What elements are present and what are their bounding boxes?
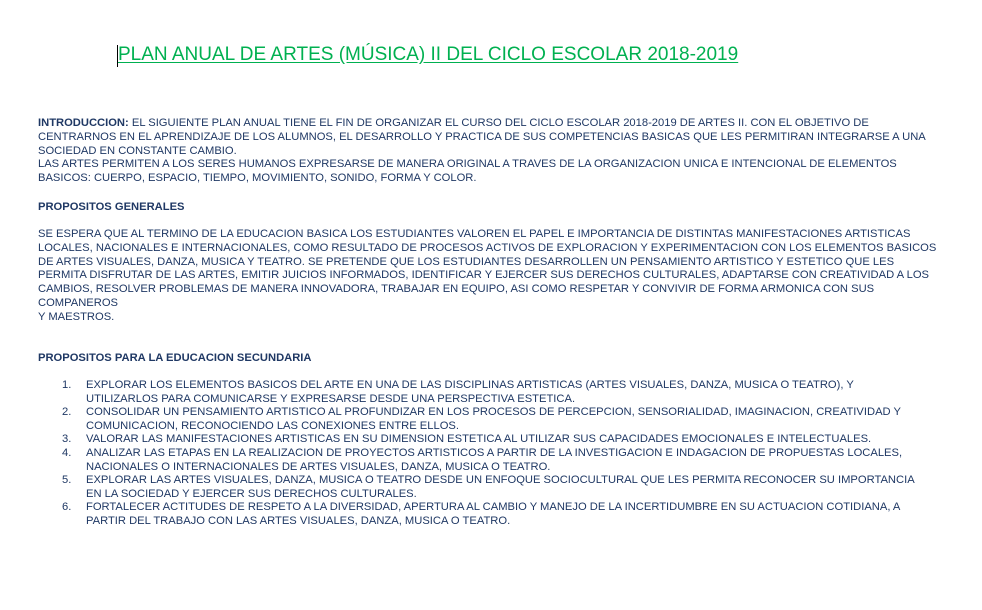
list-item-text: FORTALECER ACTITUDES DE RESPETO A LA DIVERSIDAD, APERTURA AL CAMBIO Y MANEJO DE LA INCERTIDUMBRE EN SU ACTUACION COTIDIANA, A PARTIR DEL TRABAJO CON LAS ARTES VISUALES, DANZA, MUSICA O TEATRO. (86, 501, 900, 527)
list-item-text: EXPLORAR LAS ARTES VISUALES, DANZA, MUSICA O TEATRO DESDE UN ENFOQUE SOCIOCULTURAL QUE LES PERMITA RECONOCER SU IMPORTANCIA EN LA SOCIEDAD Y EJERCER SUS DERECHOS CULTURALES. (86, 474, 915, 500)
secondary-purposes-list (38, 379, 918, 529)
list-item-number: 4. (62, 446, 72, 459)
list-item-text: VALORAR LAS MANIFESTACIONES ARTISTICAS EN SU DIMENSION ESTETICA AL UTILIZAR SUS CAPACIDADES EMOCIONALES E INTELECTUALES. (86, 433, 872, 446)
introduction-section[interactable] (38, 117, 938, 186)
general-purposes-heading[interactable]: PROPOSITOS GENERALES (38, 201, 185, 213)
list-item-number: 6. (62, 501, 72, 514)
general-purposes-text-end: Y MAESTROS. (38, 310, 115, 323)
introduction-label: INTRODUCCION: (38, 117, 129, 129)
list-item-text: EXPLORAR LOS ELEMENTOS BASICOS DEL ARTE EN UNA DE LAS DISCIPLINAS ARTISTICAS (ARTES VISUALES, DANZA, MUSICA O TEATRO), Y UTILIZARLOS PARA COMUNICARSE Y EXPRESARSE DESDE UNA PERSPECTIVA ESTETICA. (86, 379, 854, 405)
list-item-text: CONSOLIDAR UN PENSAMIENTO ARTISTICO AL PROFUNDIZAR EN LOS PROCESOS DE PERCEPCION, SENSORIALIDAD, IMAGINACION, CREATIVIDAD Y COMUNICACION, RECONOCIENDO LAS CONEXIONES ENTRE ELLOS. (86, 406, 901, 432)
introduction-text: EL SIGUIENTE PLAN ANUAL TIENE EL FIN DE ORGANIZAR EL CURSO DEL CICLO ESCOLAR 2018-2019 DE ARTES II. CON EL OBJETIVO DE CENTRARNOS EN EL APRENDIZAJE DE LOS ALUMNOS, EL DESARROLLO Y PRACTICA DE SUS COMPETENCIAS BASICAS QUE LES PERMITIRAN INTEGRARSE A UNA SOCIEDAD EN CONSTANTE CAMBIO. (38, 117, 926, 157)
list-item[interactable] (38, 447, 918, 474)
list-item[interactable] (38, 379, 918, 406)
list-item-number: 2. (62, 406, 72, 419)
list-item[interactable] (38, 406, 918, 433)
introduction-text-2: LAS ARTES PERMITEN A LOS SERES HUMANOS EXPRESARSE DE MANERA ORIGINAL A TRAVES DE LA ORGANIZACION UNICA E INTENCIONAL DE ELEMENTOS BASICOS: CUERPO, ESPACIO, TIEMPO, MOVIMIENTO, SONIDO, FORMA Y COLOR. (38, 158, 897, 185)
secondary-purposes-heading[interactable]: PROPOSITOS PARA LA EDUCACION SECUNDARIA (38, 352, 312, 364)
list-item-text: ANALIZAR LAS ETAPAS EN LA REALIZACION DE PROYECTOS ARTISTICOS A PARTIR DE LA INVESTIGACION E INDAGACION DE PROPUESTAS LOCALES, NACIONALES O INTERNACIONALES DE ARTES VISUALES, DANZA, MUSICA O TEATRO. (86, 446, 903, 473)
list-item-number: 3. (62, 433, 72, 446)
document-title[interactable]: PLAN ANUAL DE ARTES (MÚSICA) II DEL CICLO ESCOLAR 2018-2019 (118, 44, 739, 65)
list-item[interactable] (38, 474, 918, 501)
list-item[interactable] (38, 501, 918, 528)
general-purposes-paragraph[interactable] (38, 228, 938, 325)
list-item-number: 1. (62, 379, 72, 391)
list-item-number: 5. (62, 474, 72, 487)
general-purposes-text: SE ESPERA QUE AL TERMINO DE LA EDUCACION BASICA LOS ESTUDIANTES VALOREN EL PAPEL E IMPORTANCIA DE DISTINTAS MANIFESTACIONES ARTISTICAS LOCALES, NACIONALES E INTERNACIONALES, COMO RESULTADO DE PROCESOS ACTIVOS DE EXPLORACION Y EXPERIMENTACION CON LOS ELEMENTOS BASICOS DE ARTES VISUALES, DANZA, MUSICA Y TEATRO. SE PRETENDE QUE LOS ESTUDIANTES DESARROLLEN UN PENSAMIENTO ARTISTICO Y ESTETICO QUE LES PERMITA DISFRUTAR DE LAS ARTES, EMITIR JUICIOS INFORMADOS, IDENTIFICAR Y EJERCER SUS DERECHOS CULTURALES, ADAPTARSE CON CREATIVIDAD A LOS CAMBIOS, RESOLVER PROBLEMAS DE MANERA INNOVADORA, TRABAJAR EN EQUIPO, ASI COMO RESPETAR Y CONVIVIR DE FORMA ARMONICA CON SUS COMPANEROS (38, 228, 937, 309)
list-item[interactable] (38, 433, 918, 447)
